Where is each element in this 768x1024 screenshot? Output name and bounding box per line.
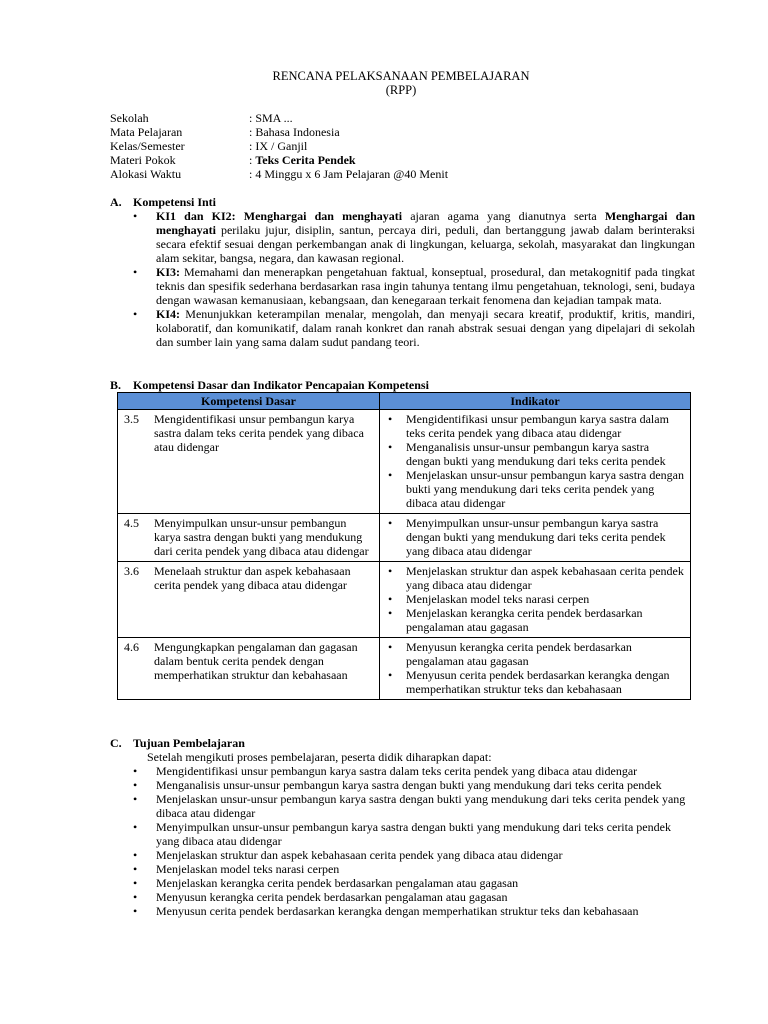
indikator-item: • Menyusun kerangka cerita pendek berdasarkan pengalaman atau gagasan xyxy=(384,640,686,668)
ki-text: Menunjukkan keterampilan menalar, mengolah, dan menyaji secara kreatif, produktif, kritis, mandiri, kolaboratif, dan komunikatif, dalam ranah konkret dan ranah abstrak sesuai dengan yang dipelajari di sekolah dan sumber lain yang sama dalam sudut pandang teori. xyxy=(156,307,695,349)
section-title: Tujuan Pembelajaran xyxy=(133,736,245,750)
section-kompetensi-inti xyxy=(110,195,695,349)
info-row-materi xyxy=(110,153,448,167)
info-label: Materi Pokok xyxy=(110,153,176,167)
title-line-2: (RPP) xyxy=(385,83,417,97)
kd-text: Mengidentifikasi unsur pembangun karya sastra dalam teks cerita pendek yang dibaca atau didengar xyxy=(154,412,364,454)
info-label: Kelas/Semester xyxy=(110,139,185,153)
info-value xyxy=(249,153,356,167)
table-row xyxy=(118,410,691,514)
list-item: • Menjelaskan model teks narasi cerpen xyxy=(110,862,695,876)
tujuan-list xyxy=(110,764,695,918)
kd-cell xyxy=(118,514,380,562)
section-letter: A. xyxy=(110,195,122,209)
section-intro: Setelah mengikuti proses pembelajaran, peserta didik diharapkan dapat: xyxy=(147,750,492,764)
kd-text: Mengungkapkan pengalaman dan gagasan dalam bentuk cerita pendek dengan memperhatikan struktur dan kebahasaan xyxy=(154,640,358,682)
ki-list xyxy=(110,209,695,349)
section-kompetensi-dasar xyxy=(110,378,429,392)
info-row-alokasi xyxy=(110,167,448,181)
list-item xyxy=(110,307,695,349)
info-label: Sekolah xyxy=(110,111,149,125)
indikator-item: • Menjelaskan struktur dan aspek kebahasaan cerita pendek yang dibaca atau didengar xyxy=(384,564,686,592)
ki-bold: KI4: xyxy=(156,307,180,321)
kd-cell xyxy=(118,638,380,700)
list-item xyxy=(110,209,695,265)
list-item: • Menyusun cerita pendek berdasarkan kerangka dengan memperhatikan struktur teks dan kebahasaan xyxy=(110,904,695,918)
list-item xyxy=(110,265,695,307)
ki-bold: KI3: xyxy=(156,265,180,279)
kd-number: 4.5 xyxy=(124,516,139,530)
info-row-mapel xyxy=(110,125,448,139)
indikator-item: • Menjelaskan unsur-unsur pembangun karya sastra dengan bukti yang mendukung dari teks cerita pendek yang dibaca atau didengar xyxy=(384,468,686,510)
kd-cell xyxy=(118,562,380,638)
list-item: • Menyusun kerangka cerita pendek berdasarkan pengalaman atau gagasan xyxy=(110,890,695,904)
document-title xyxy=(0,69,768,97)
indikator-item: • Menyusun cerita pendek berdasarkan kerangka dengan memperhatikan struktur teks dan kebahasaan xyxy=(384,668,686,696)
ki-text: perilaku jujur, disiplin, santun, percaya diri, peduli, dan bertanggung jawab dalam berinteraksi secara efektif sesuai dengan perkembangan anak di lingkungan, keluarga, sekolah, masyarakat dan lingkungan alam sekitar, bangsa, negara, dan kawasan regional. xyxy=(156,223,695,265)
section-tujuan-pembelajaran xyxy=(110,736,695,918)
list-item: • Menjelaskan unsur-unsur pembangun karya sastra dengan bukti yang mendukung dari teks cerita pendek yang dibaca atau didengar xyxy=(110,792,695,820)
info-label: Mata Pelajaran xyxy=(110,125,183,139)
section-heading xyxy=(110,378,429,392)
list-item: • Menganalisis unsur-unsur pembangun karya sastra dengan bukti yang mendukung dari teks cerita pendek xyxy=(110,778,695,792)
indikator-cell xyxy=(380,514,691,562)
kd-text: Menyimpulkan unsur-unsur pembangun karya sastra dengan bukti yang mendukung dari cerita pendek yang dibaca atau didengar xyxy=(154,516,369,558)
indikator-item: • Menyimpulkan unsur-unsur pembangun karya sastra dengan bukti yang mendukung dari teks cerita pendek yang dibaca atau didengar xyxy=(384,516,686,558)
info-value-bold: Teks Cerita Pendek xyxy=(255,153,356,167)
ki-text: ajaran agama yang dianutnya serta xyxy=(402,209,605,223)
info-value: : IX / Ganjil xyxy=(249,139,308,153)
info-value: : SMA ... xyxy=(249,111,293,125)
header-indikator: Indikator xyxy=(380,393,691,410)
section-title: Kompetensi Dasar dan Indikator Pencapaian Kompetensi xyxy=(133,378,429,392)
ki-bold: Menghargai dan menghayati xyxy=(156,209,696,237)
kd-number: 3.5 xyxy=(124,412,139,426)
ki-bold: KI1 dan KI2: Menghargai dan menghayati xyxy=(156,209,403,223)
table-row xyxy=(118,562,691,638)
kd-text: Menelaah struktur dan aspek kebahasaan cerita pendek yang dibaca atau didengar xyxy=(154,564,351,592)
indikator-cell xyxy=(380,410,691,514)
section-letter: C. xyxy=(110,736,122,750)
indikator-item: • Mengidentifikasi unsur pembangun karya sastra dalam teks cerita pendek yang dibaca atau didengar xyxy=(384,412,686,440)
list-item: • Menjelaskan struktur dan aspek kebahasaan cerita pendek yang dibaca atau didengar xyxy=(110,848,695,862)
title-line-1: RENCANA PELAKSANAAN PEMBELAJARAN xyxy=(272,69,530,83)
list-item: • Mengidentifikasi unsur pembangun karya sastra dalam teks cerita pendek yang dibaca atau didengar xyxy=(110,764,695,778)
indikator-cell xyxy=(380,562,691,638)
table-row xyxy=(118,514,691,562)
section-heading xyxy=(110,736,695,750)
info-value: : Bahasa Indonesia xyxy=(249,125,340,139)
info-label: Alokasi Waktu xyxy=(110,167,182,181)
info-row-kelas xyxy=(110,139,448,153)
ki-text: Memahami dan menerapkan pengetahuan faktual, konseptual, prosedural, dan metakognitif pada tingkat teknis dan spesifik sederhana berdasarkan rasa ingin tahunya tentang ilmu pengetahuan, teknologi, seni, budaya dengan wawasan kemanusiaan, kebangsaan, dan kenegaraan terkait fenomena dan kejadian tampak mata. xyxy=(156,265,695,307)
indikator-cell xyxy=(380,638,691,700)
section-letter: B. xyxy=(110,378,122,392)
list-item: • Menjelaskan kerangka cerita pendek berdasarkan pengalaman atau gagasan xyxy=(110,876,695,890)
table-row xyxy=(118,638,691,700)
info-value: : 4 Minggu x 6 Jam Pelajaran @40 Menit xyxy=(249,167,449,181)
section-title: Kompetensi Inti xyxy=(133,195,217,209)
info-row-sekolah xyxy=(110,111,448,125)
list-item: • Menyimpulkan unsur-unsur pembangun karya sastra dengan bukti yang mendukung dari teks cerita pendek yang dibaca atau didengar xyxy=(110,820,695,848)
indikator-item: • Menjelaskan kerangka cerita pendek berdasarkan pengalaman atau gagasan xyxy=(384,606,686,634)
kd-indikator-table xyxy=(117,392,691,700)
indikator-item: • Menjelaskan model teks narasi cerpen xyxy=(384,592,686,606)
table-header-row xyxy=(118,393,691,410)
indikator-item: • Menganalisis unsur-unsur pembangun karya sastra dengan bukti yang mendukung dari teks cerita pendek xyxy=(384,440,686,468)
info-value-prefix: : xyxy=(249,153,256,167)
kd-number: 4.6 xyxy=(124,640,139,654)
identity-block xyxy=(110,111,448,181)
kd-cell xyxy=(118,410,380,514)
kd-number: 3.6 xyxy=(124,564,139,578)
section-heading xyxy=(110,195,695,209)
header-kompetensi-dasar: Kompetensi Dasar xyxy=(118,393,380,410)
